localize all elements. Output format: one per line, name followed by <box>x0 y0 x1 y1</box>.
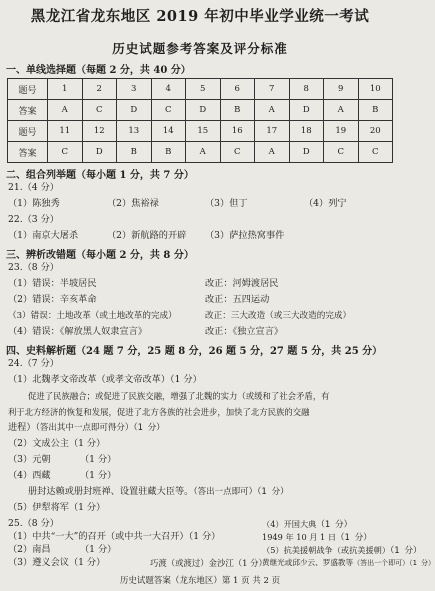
answer-line: 册封达赖或册封班禅、设置驻藏大臣等。（答出一点即可）（1 分） <box>28 486 289 497</box>
table-cell: A <box>255 100 290 121</box>
row-label: 答案 <box>8 142 48 163</box>
correction-item: 改正：《独立宣言》 <box>205 326 284 337</box>
page-title: 黑龙江省龙东地区 2019 年初中毕业学业统一考试 <box>30 8 370 25</box>
correction-item: 改正：三大改造（或三大改造的完成） <box>205 311 352 321</box>
score-note: （1 分） <box>80 544 117 555</box>
section-3-heading: 三、辨析改错题（每小题 2 分，共 8 分） <box>6 250 194 261</box>
table-cell: D <box>289 100 324 121</box>
error-item: （1）错误：半坡居民 <box>8 278 97 289</box>
table-cell: C <box>48 142 83 163</box>
answer-line: （5）抗美援朝战争（或抗美援朝）（1 分） <box>262 545 422 556</box>
answer-line: （4）西藏 <box>8 470 51 481</box>
answer-table <box>7 78 393 163</box>
answer-line: 进程）（答出其中一点即可得分）（1 分） <box>8 422 165 433</box>
answer-item: （3）萨拉热窝事件 <box>205 230 285 241</box>
table-cell: D <box>117 100 152 121</box>
answer-line: 促进了民族融合；或促进了民族交融，增强了北魏的实力（或缓和了社会矛盾，有 <box>28 391 330 401</box>
table-cell: 17 <box>255 121 290 142</box>
answer-line: （1）北魏孝文帝改革（或孝文帝改革）（1 分） <box>8 374 202 385</box>
correction-item: 改正：河姆渡居民 <box>205 278 279 289</box>
table-cell: 3 <box>117 79 152 100</box>
section-2-heading: 二、组合列举题（每小题 1 分，共 7 分） <box>6 170 194 181</box>
page-footer: 历史试题答案（龙东地区）第 1 页 共 2 页 <box>119 576 281 586</box>
table-cell: C <box>82 100 117 121</box>
table-cell: 7 <box>255 79 290 100</box>
score-note: （1 分） <box>80 470 117 481</box>
answer-item: （1）陈独秀 <box>8 198 60 209</box>
table-cell: 16 <box>220 121 255 142</box>
table-cell: A <box>186 142 221 163</box>
error-item: （4）错误：《解放黑人奴隶宣言》 <box>8 326 148 337</box>
table-cell: 12 <box>82 121 117 142</box>
table-cell: C <box>324 142 359 163</box>
table-cell: C <box>151 100 186 121</box>
question-25-label: 25.（8 分） <box>8 518 59 529</box>
table-row <box>8 121 393 142</box>
table-cell: 15 <box>186 121 221 142</box>
answer-item: （3）但丁 <box>205 198 248 209</box>
table-cell: B <box>220 100 255 121</box>
answer-line: （1）中共“一大”的召开（或中共一大召开）（1 分） <box>8 531 221 542</box>
answer-line: （3）元朝 <box>8 454 51 465</box>
section-4-heading: 四、史料解析题（24 题 7 分，25 题 8 分，26 题 5 分，27 题 5 分，共 25 分） <box>6 346 383 357</box>
table-cell: 6 <box>220 79 255 100</box>
answer-line: 黄继光或邱少云、罗盛教等（答出一个即可）（1 分） <box>262 558 435 567</box>
table-cell: 8 <box>289 79 324 100</box>
table-cell: 10 <box>358 79 393 100</box>
table-cell: 4 <box>151 79 186 100</box>
table-cell: 1 <box>48 79 83 100</box>
table-cell: C <box>220 142 255 163</box>
table-row <box>8 100 393 121</box>
section-1-heading: 一、单线选择题（每题 2 分，共 40 分） <box>6 65 191 76</box>
table-row <box>8 142 393 163</box>
error-item: （3）错误：土地改革（或土地改革的完成） <box>8 311 177 321</box>
table-row <box>8 79 393 100</box>
answer-line: 巧渡（或渡过）金沙江（1 分） <box>150 558 267 568</box>
table-cell: A <box>324 100 359 121</box>
score-note: （1 分） <box>80 454 117 465</box>
answer-line: （3）遵义会议（1 分） <box>8 557 106 568</box>
table-cell: A <box>48 100 83 121</box>
table-cell: D <box>289 142 324 163</box>
table-cell: 9 <box>324 79 359 100</box>
correction-item: 改正：五四运动 <box>205 294 270 305</box>
answer-item: （2）焦裕禄 <box>107 198 159 209</box>
question-23-label: 23.（8 分） <box>8 262 59 273</box>
table-cell: A <box>255 142 290 163</box>
table-cell: 19 <box>324 121 359 142</box>
answer-line: （2）南昌 <box>8 544 51 555</box>
table-cell: D <box>82 142 117 163</box>
answer-line: （4）开国大典（1 分） <box>262 519 353 530</box>
answer-line: （2）文成公主（1 分） <box>8 438 106 449</box>
table-cell: 18 <box>289 121 324 142</box>
row-label: 题号 <box>8 121 48 142</box>
question-22-label: 22.（3 分） <box>8 214 59 225</box>
page-subtitle: 历史试题参考答案及评分标准 <box>112 41 288 56</box>
table-cell: 20 <box>358 121 393 142</box>
answer-item: （1）南京大屠杀 <box>8 230 79 241</box>
table-cell: C <box>358 142 393 163</box>
answer-line: 利于北方经济的恢复和发展，促进了北方各族的社会进步，加快了北方民族的交融 <box>8 407 310 417</box>
table-cell: 14 <box>151 121 186 142</box>
table-cell: B <box>117 142 152 163</box>
question-24-label: 24.（7 分） <box>8 358 59 369</box>
table-cell: 11 <box>48 121 83 142</box>
table-cell: D <box>186 100 221 121</box>
question-21-label: 21.（4 分） <box>8 182 59 193</box>
answer-item: （2）新航路的开辟 <box>107 230 187 241</box>
table-cell: B <box>358 100 393 121</box>
answer-line: （5）伊犁将军（1 分） <box>8 502 106 513</box>
table-cell: B <box>151 142 186 163</box>
row-label: 答案 <box>8 100 48 121</box>
table-cell: 13 <box>117 121 152 142</box>
answer-item: （4）列宁 <box>304 198 347 209</box>
row-label: 题号 <box>8 79 48 100</box>
table-cell: 5 <box>186 79 221 100</box>
answer-line: 1949 年 10 月 1 日（1 分） <box>262 532 372 543</box>
table-cell: 2 <box>82 79 117 100</box>
error-item: （2）错误：辛亥革命 <box>8 294 97 305</box>
